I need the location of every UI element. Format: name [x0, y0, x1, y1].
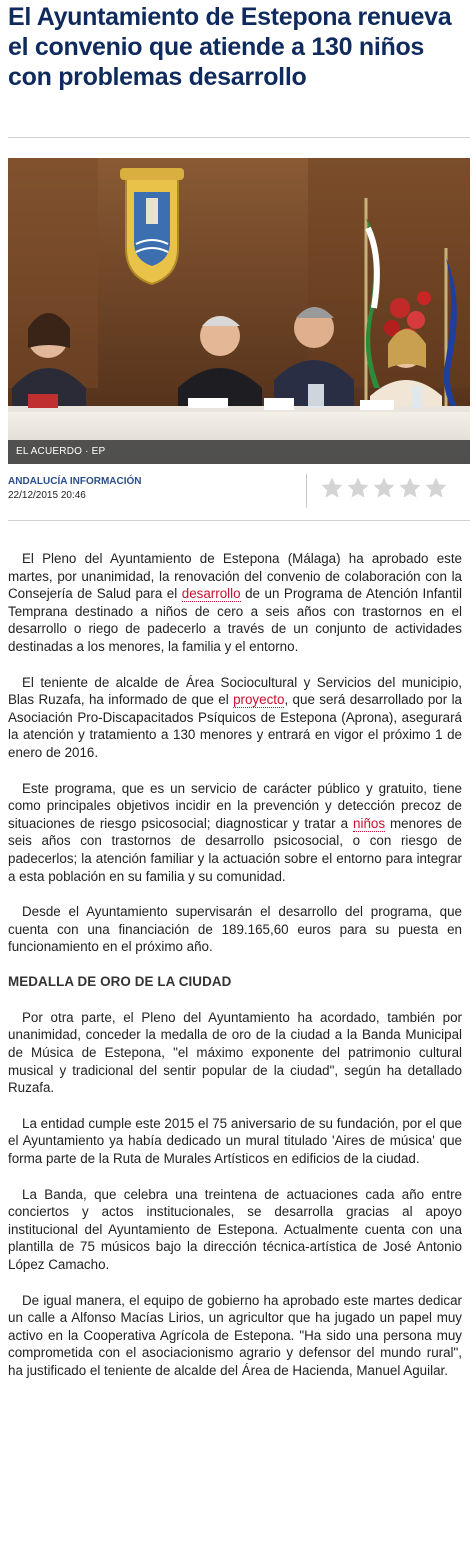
- headline-divider: [8, 137, 470, 138]
- star-icon[interactable]: [424, 476, 448, 500]
- photo-caption-bar: [8, 440, 470, 464]
- coat-of-arms: [120, 168, 184, 284]
- paragraph-text: Este programa, que es un servicio de carácter público y gratuito, tiene como principales objetivos incidir en la prevención y detección precoz de situaciones de riesgo psicosocial; diagnosticar y tratar a: [8, 780, 462, 831]
- keyword-link-ninos[interactable]: niños: [353, 815, 386, 831]
- star-icon[interactable]: [346, 476, 370, 500]
- paragraph: La entidad cumple este 2015 el 75 aniversario de su fundación, por el que el Ayuntamiento ya había dedicado un mural titulado 'Aires de música' que forma parte de la Ruta de Murales Artísticos en edificios de la ciudad.: [8, 1115, 462, 1167]
- article-body: [8, 550, 462, 1398]
- keyword-link-desarrollo[interactable]: desarrollo: [181, 586, 241, 602]
- article-source[interactable]: ANDALUCÍA INFORMACIÓN: [8, 476, 142, 487]
- paragraph: [8, 550, 462, 656]
- article-photo[interactable]: [8, 158, 470, 464]
- paragraph: Desde el Ayuntamiento supervisarán el desarrollo del programa, que cuenta con una financiación de 189.165,60 euros para su puesta en funcionamiento en el próximo año.: [8, 904, 462, 955]
- article-headline: El Ayuntamiento de Estepona renueva el convenio que atiende a 130 niños con problemas desarrollo: [8, 3, 452, 91]
- keyword-link-proyecto[interactable]: proyecto: [233, 692, 285, 708]
- photo-caption: EL ACUERDO · EP: [16, 446, 106, 457]
- paragraph-text: , que será desarrollado por la Asociación Pro-Discapacitados Psíquicos de Estepona (Aprona), asegurará la atención y tratamiento a 130 menores y entrará en vigor el próximo 1 de enero de 2016.: [8, 692, 462, 760]
- meta-bottom-divider: [8, 520, 470, 521]
- rating-stars[interactable]: [320, 476, 448, 500]
- article-date: 22/12/2015 20:46: [8, 490, 86, 501]
- star-icon[interactable]: [320, 476, 344, 500]
- paragraph-text: de un Programa de Atención Infantil Temprana destinado a niños de cero a seis años con trastornos en el desarrollo o riego de padecerlo a través de un conjunto de actividades destinadas a los menores, la familia y el entorno.: [8, 586, 463, 654]
- paragraph-text: El Pleno del Ayuntamiento de Estepona (Málaga) ha aprobado este martes, por unanimidad, la renovación del convenio de colaboración con la Consejería de Salud para el: [8, 551, 462, 602]
- paragraph: [8, 780, 462, 886]
- paragraph-text: menores de seis años con trastornos de desarrollo psicosocial, o con riesgo de padecerlos; la atención familiar y la actuación sobre el entorno para integrar a esta población en su familia y su comunidad.: [8, 815, 463, 884]
- paragraph: De igual manera, el equipo de gobierno ha aprobado este martes dedicar un calle a Alfonso Macías Lirios, un agricultor que ha jugado un papel muy activo en la Cooperativa Agrícola de Estepona. "Ha sido una persona muy comprometida con el asociacionismo agrario y defensor del mundo rural", ha justificado el teniente de alcalde del Área de Hacienda, Manuel Aguilar.: [8, 1292, 462, 1378]
- paragraph-text: El teniente de alcalde de Área Sociocultural y Servicios del municipio, Blas Ruzafa, ha informado de que el: [8, 674, 462, 708]
- paragraph: La Banda, que celebra una treintena de actuaciones cada año entre conciertos y actos institucionales, se desarrolla gracias al apoyo institucional del Ayuntamiento de Estepona. Actualmente cuenta con una plantilla de 75 músicos bajo la dirección técnica-artística de José Antonio López Camacho.: [8, 1186, 462, 1272]
- meta-divider: [306, 474, 307, 508]
- paragraph: [8, 674, 462, 762]
- photo-illustration: [8, 158, 470, 464]
- section-subheading: MEDALLA DE ORO DE LA CIUDAD: [8, 973, 232, 989]
- star-icon[interactable]: [372, 476, 396, 500]
- paragraph: Por otra parte, el Pleno del Ayuntamiento ha acordado, también por unanimidad, conceder la medalla de oro de la ciudad a la Banda Municipal de Música de Estepona, "el máximo exponente del patrimonio cultural musical y tradicional del sentir popular de la ciudad", según ha detallado Ruzafa.: [8, 1009, 462, 1096]
- star-icon[interactable]: [398, 476, 422, 500]
